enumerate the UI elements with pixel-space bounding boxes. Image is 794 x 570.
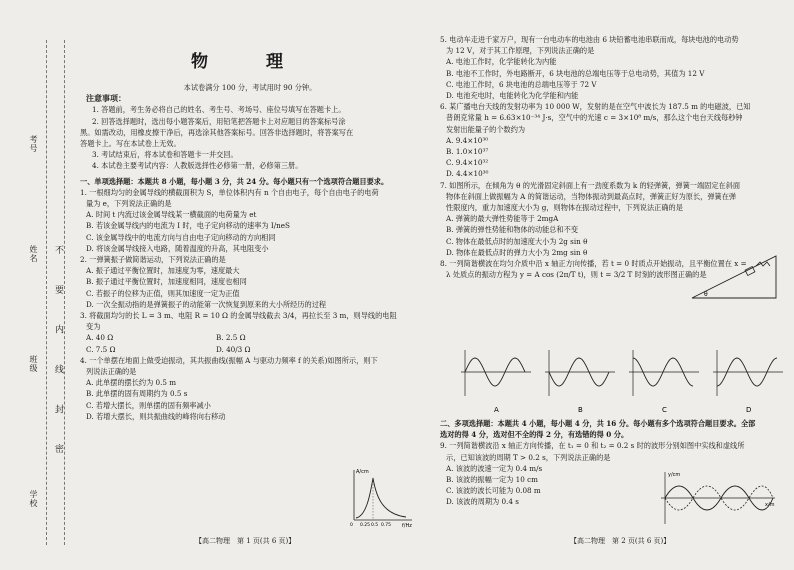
binding-dashed-line <box>46 40 47 545</box>
question-3-option: A. 40 Ω <box>86 333 114 343</box>
waveform-option-a <box>461 350 531 414</box>
binding-seal-text: 不 要 内 线 封 密 <box>53 245 63 468</box>
question-9-line: 示，已知该波的周期 T > 0.2 s，下列说法正确的是 <box>446 452 611 462</box>
question-8-line: λ 处质点的振动方程为 y = A cos (2π/T t)，则 t = 3/2 T 时刻的波形图正确的是 <box>446 270 707 280</box>
question-7-option: B. 弹簧的弹性势能和物体的动能总和不变 <box>446 225 579 235</box>
question-2-option: D. 一次全振动指的是弹簧振子的动能第一次恢复到原来的大小所经历的过程 <box>86 299 327 309</box>
waveform-options-figure <box>455 346 785 420</box>
question-6-line: 6. 某广播电台天线的发射功率为 10 000 W，发射的是在空气中波长为 187.5 m 的电磁波，已知 <box>440 102 751 112</box>
question-4-option: C. 若增大摆长，则单摆的固有频率减小 <box>86 400 211 410</box>
question-1-line: 量为 e，下列说法正确的是 <box>86 199 172 209</box>
question-3-line: 变为 <box>86 322 101 332</box>
notice-line: 2. 回答选择题时，选出每小题答案后，用铅笔把答题卡上对应题目的答案标号涂 <box>92 116 346 126</box>
binding-strip <box>0 0 72 570</box>
y-axis-label: y/cm <box>668 472 681 478</box>
question-6-option: D. 4.4×10³⁰ <box>446 169 489 179</box>
question-7-line: 性限度内，重力加速度大小为 g，则物体在振动过程中，下列说法正确的是 <box>446 203 683 213</box>
question-2-line: 2. 一弹簧振子做简谐运动，下列说法正确的是 <box>80 255 226 265</box>
question-1-option: B. 若该金属导线内的电流为 I 时，电子定向移动的速率为 I/neS <box>86 221 290 231</box>
question-5-option: B. 电池不工作时，外电路断开，6 块电池的总端电压等于总电动势，其值为 12 V <box>446 68 705 78</box>
waveform-option-b <box>545 350 615 414</box>
question-3-line: 3. 将截面均匀的长 L = 3 m、电阻 R = 10 Ω 的金属导线截去 3/4，再拉长至 3 m，则导线的电阻 <box>80 311 397 321</box>
question-9-line: 9. 一列简谐横波沿 x 轴正方向传播，在 t₁ = 0 和 t₂ = 0.2 s 时的波形分别如图中实线和虚线所 <box>440 441 745 451</box>
tick-label: 0 <box>350 523 353 528</box>
waveform-option-label: D <box>746 406 752 414</box>
question-6-option: A. 9.4×10³⁰ <box>446 135 489 145</box>
paper-subtitle: 本试卷满分 100 分，考试用时 90 分钟。 <box>183 83 317 92</box>
waveform-option-d <box>713 350 783 414</box>
question-7-line: 7. 如图所示，在倾角为 θ 的光滑固定斜面上有一劲度系数为 k 的轻弹簧，弹簧一端固定在斜面 <box>440 180 741 190</box>
left-column <box>80 34 420 422</box>
question-1-option: C. 该金属导线中的电流方向与自由电子定向移动的方向相同 <box>86 232 276 242</box>
waveform-options-svg <box>455 346 785 416</box>
x-axis-label: f/Hz <box>402 523 412 528</box>
waveform-option-c <box>629 350 699 414</box>
question-9-option: D. 该波的周期为 0.4 s <box>446 497 519 507</box>
question-7-option: A. 弹簧的最大弹性势能等于 2mgA <box>446 214 559 224</box>
angle-theta-label: θ <box>704 291 708 298</box>
question-7-line: 物体在斜面上做振幅为 A 的简谐运动，当物体振动到最高点时，弹簧正好为原长，弹簧在弹 <box>446 191 737 201</box>
question-3-options-row <box>80 332 420 343</box>
question-1-option: D. 将该金属导线接入电路，随着温度的升高，其电阻变小 <box>86 243 269 253</box>
question-5-line: 为 12 V，对于其工作原理，下列说法正确的是 <box>446 46 595 56</box>
waveform-option-label: C <box>662 406 667 414</box>
right-column <box>440 34 785 280</box>
binding-label-exam-number: 考号 <box>29 135 38 153</box>
question-3-option: C. 7.5 Ω <box>86 344 116 354</box>
question-2-option: C. 若振子的位移为正值，则其加速度一定为正值 <box>86 288 240 298</box>
question-9-option: A. 该波的波速一定为 0.4 m/s <box>446 463 543 473</box>
notice-line: 3. 考试结束后，将本试卷和答题卡一并交回。 <box>92 150 238 160</box>
question-9-option: C. 该波的波长可能为 0.08 m <box>446 486 541 496</box>
question-3-option: D. 40/3 Ω <box>216 344 251 354</box>
section-heading-multiple-choice: 二、多项选择题：本题共 4 小题，每小题 4 分，共 16 分。每小题有多个选项符合题目要求。全部 <box>440 419 756 428</box>
question-6-line: 普朗克常量 h = 6.63×10⁻³⁴ J·s，空气中的光速 c = 3×10⁸ m/s，那么这个电台天线每秒钟 <box>446 113 743 123</box>
binding-label-class: 班级 <box>29 355 38 373</box>
question-1-line: 1. 一根细均匀的金属导线的横截面积为 S，单位体积内有 n 个自由电子，每个自由电子的电荷 <box>80 187 379 197</box>
question-5-option: A. 电池工作时，化学能转化为内能 <box>446 57 557 67</box>
question-4-option: D. 若增大摆长，则共振曲线的峰将向右移动 <box>86 411 226 421</box>
question-6-option: B. 1.0×10³⁷ <box>446 147 489 157</box>
notice-line: 1. 答题前，考生务必将自己的姓名、考生号、考场号、座位号填写在答题卡上。 <box>92 105 346 115</box>
wave-snapshot-svg <box>655 468 780 528</box>
question-7-option: D. 物体在最低点时的弹力大小为 2mg sin θ <box>446 247 588 257</box>
section-heading-multiple-choice: 选对的得 4 分，选对但不全的得 2 分，有选错的得 0 分。 <box>440 430 629 440</box>
page-footer-2: 【高二物理 第 2 页(共 6 页)】 <box>570 537 671 545</box>
x-axis-label: x/m <box>765 502 775 508</box>
notice-line: 答题卡上。写在本试卷上无效。 <box>80 139 181 149</box>
notice-line: 4. 本试卷主要考试内容：人教版选择性必修第一册，必修第三册。 <box>92 161 303 171</box>
question-9-option: B. 该波的振幅一定为 10 cm <box>446 475 538 485</box>
tick-label: 0.25 <box>360 523 371 528</box>
question-5-line: 5. 电动车走进千家万户，现有一台电动车的电池由 6 块铅蓄电池串联而成，每块电池的电动势 <box>440 35 739 44</box>
resonance-curve <box>356 478 406 518</box>
wave-snapshot-figure <box>655 468 780 532</box>
question-4-line: 4. 一个单摆在地面上做受迫振动，其共振曲线(振幅 A 与驱动力频率 f 的关系)如图所示，则下 <box>80 355 378 365</box>
question-4-option: A. 此单摆的摆长约为 0.5 m <box>86 378 177 388</box>
binding-label-school: 学校 <box>29 490 38 508</box>
page-footer-1: 【高二物理 第 1 页(共 6 页)】 <box>195 537 296 545</box>
question-3-options-row <box>80 344 420 355</box>
question-4-line: 列说法正确的是 <box>86 367 137 377</box>
resonance-curve-svg <box>346 466 416 528</box>
question-3-option: B. 2.5 Ω <box>216 333 246 343</box>
notice-line: 黑。如需改动，用橡皮擦干净后，再选涂其他答案标号。回答非选择题时，将答案写在 <box>80 127 354 137</box>
notice-heading: 注意事项： <box>86 93 126 104</box>
question-5-option: C. 电池工作时，6 块电池的总端电压等于 72 V <box>446 79 597 89</box>
question-2-option: A. 振子通过平衡位置时，加速度为零，速度最大 <box>86 266 240 276</box>
incline-svg <box>690 250 780 302</box>
section-heading-single-choice: 一、单项选择题：本题共 8 小题，每小题 3 分，共 24 分。每小题只有一个选项符合题目要求。 <box>80 176 389 186</box>
y-axis-label: A/cm <box>356 469 369 475</box>
resonance-curve-figure <box>346 466 416 532</box>
question-2-option: B. 振子通过平衡位置时，加速度相同，速度也相同 <box>86 277 247 287</box>
waveform-option-label: B <box>578 406 583 414</box>
tick-label: 0.75 <box>381 523 392 528</box>
question-8-line: 8. 一列简谐横波在均匀介质中沿 x 轴正方向传播，若 t = 0 时质点开始振动，且平衡位置在 x = <box>440 259 747 269</box>
waveform-option-label: A <box>494 406 499 414</box>
question-1-option: A. 时间 t 内流过该金属导线某一横截面的电荷量为 et <box>86 210 257 220</box>
binding-label-name: 姓名 <box>29 245 38 263</box>
paper-title: 物 理 <box>191 52 309 72</box>
question-7-option: C. 物体在最低点时的加速度大小为 2g sin θ <box>446 236 588 246</box>
tick-label: 0.5 <box>371 523 379 528</box>
question-5-option: D. 电池充电时，电能转化为化学能和内能 <box>446 91 579 101</box>
incline-spring-figure <box>690 250 780 306</box>
question-4-option: B. 此单摆的固有周期约为 0.5 s <box>86 389 188 399</box>
question-6-line: 发射出能量子的个数约为 <box>446 124 526 134</box>
question-6-option: C. 9.4×10³² <box>446 158 489 168</box>
